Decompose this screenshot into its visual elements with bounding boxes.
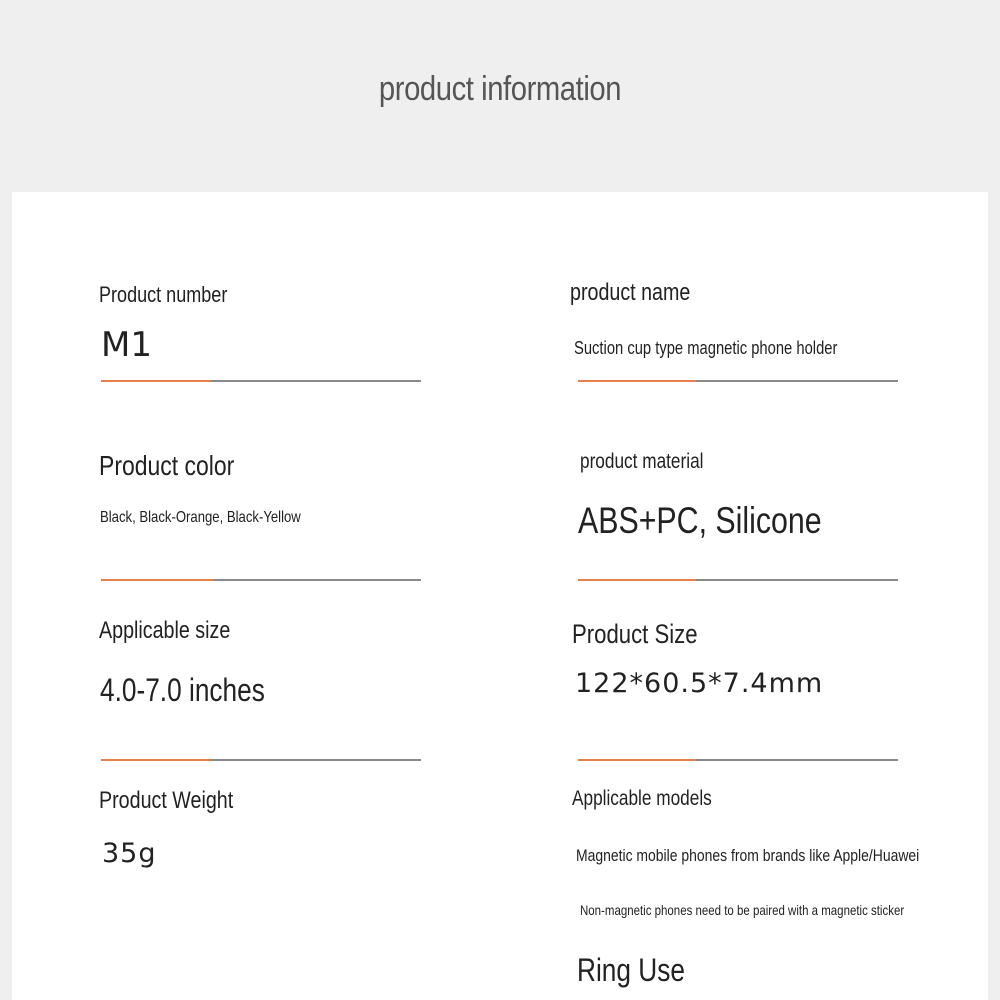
product-size-label: Product Size (572, 619, 698, 649)
product-info-card (12, 192, 988, 1000)
ring-use-label: Ring Use (577, 952, 685, 988)
applicable-models-value: Magnetic mobile phones from brands like Apple/Huawei (576, 846, 920, 865)
product-name-divider (578, 380, 898, 382)
product-material-label: product material (580, 450, 704, 473)
product-number-divider (101, 380, 421, 382)
applicable-size-divider-accent (101, 759, 211, 761)
product-color-divider-accent (101, 579, 213, 581)
product-number-label: Product number (99, 282, 228, 307)
applicable-size-value: 4.0-7.0 inches (100, 672, 265, 708)
product-number-value: M1 (101, 325, 152, 365)
applicable-models-label: Applicable models (572, 787, 712, 810)
applicable-size-label: Applicable size (99, 617, 231, 644)
product-material-divider (578, 579, 898, 581)
product-name-value: Suction cup type magnetic phone holder (574, 338, 838, 358)
product-weight-label: Product Weight (99, 787, 234, 814)
product-color-label: Product color (99, 450, 235, 481)
product-size-divider (578, 759, 898, 761)
product-name-divider-accent (578, 380, 696, 382)
product-color-value: Black, Black-Orange, Black-Yellow (100, 509, 301, 526)
product-number-divider-accent (101, 380, 211, 382)
page-title: product information (378, 70, 622, 108)
applicable-size-divider (101, 759, 421, 761)
product-name-label: product name (570, 279, 691, 306)
product-color-divider (101, 579, 421, 581)
product-size-value: 122*60.5*7.4mm (575, 668, 824, 699)
product-size-divider-accent (578, 759, 696, 761)
product-material-value: ABS+PC, Silicone (578, 500, 822, 541)
applicable-models-note: Non-magnetic phones need to be paired with a magnetic sticker (580, 902, 905, 918)
product-material-divider-accent (578, 579, 696, 581)
product-weight-value: 35g (102, 838, 157, 869)
